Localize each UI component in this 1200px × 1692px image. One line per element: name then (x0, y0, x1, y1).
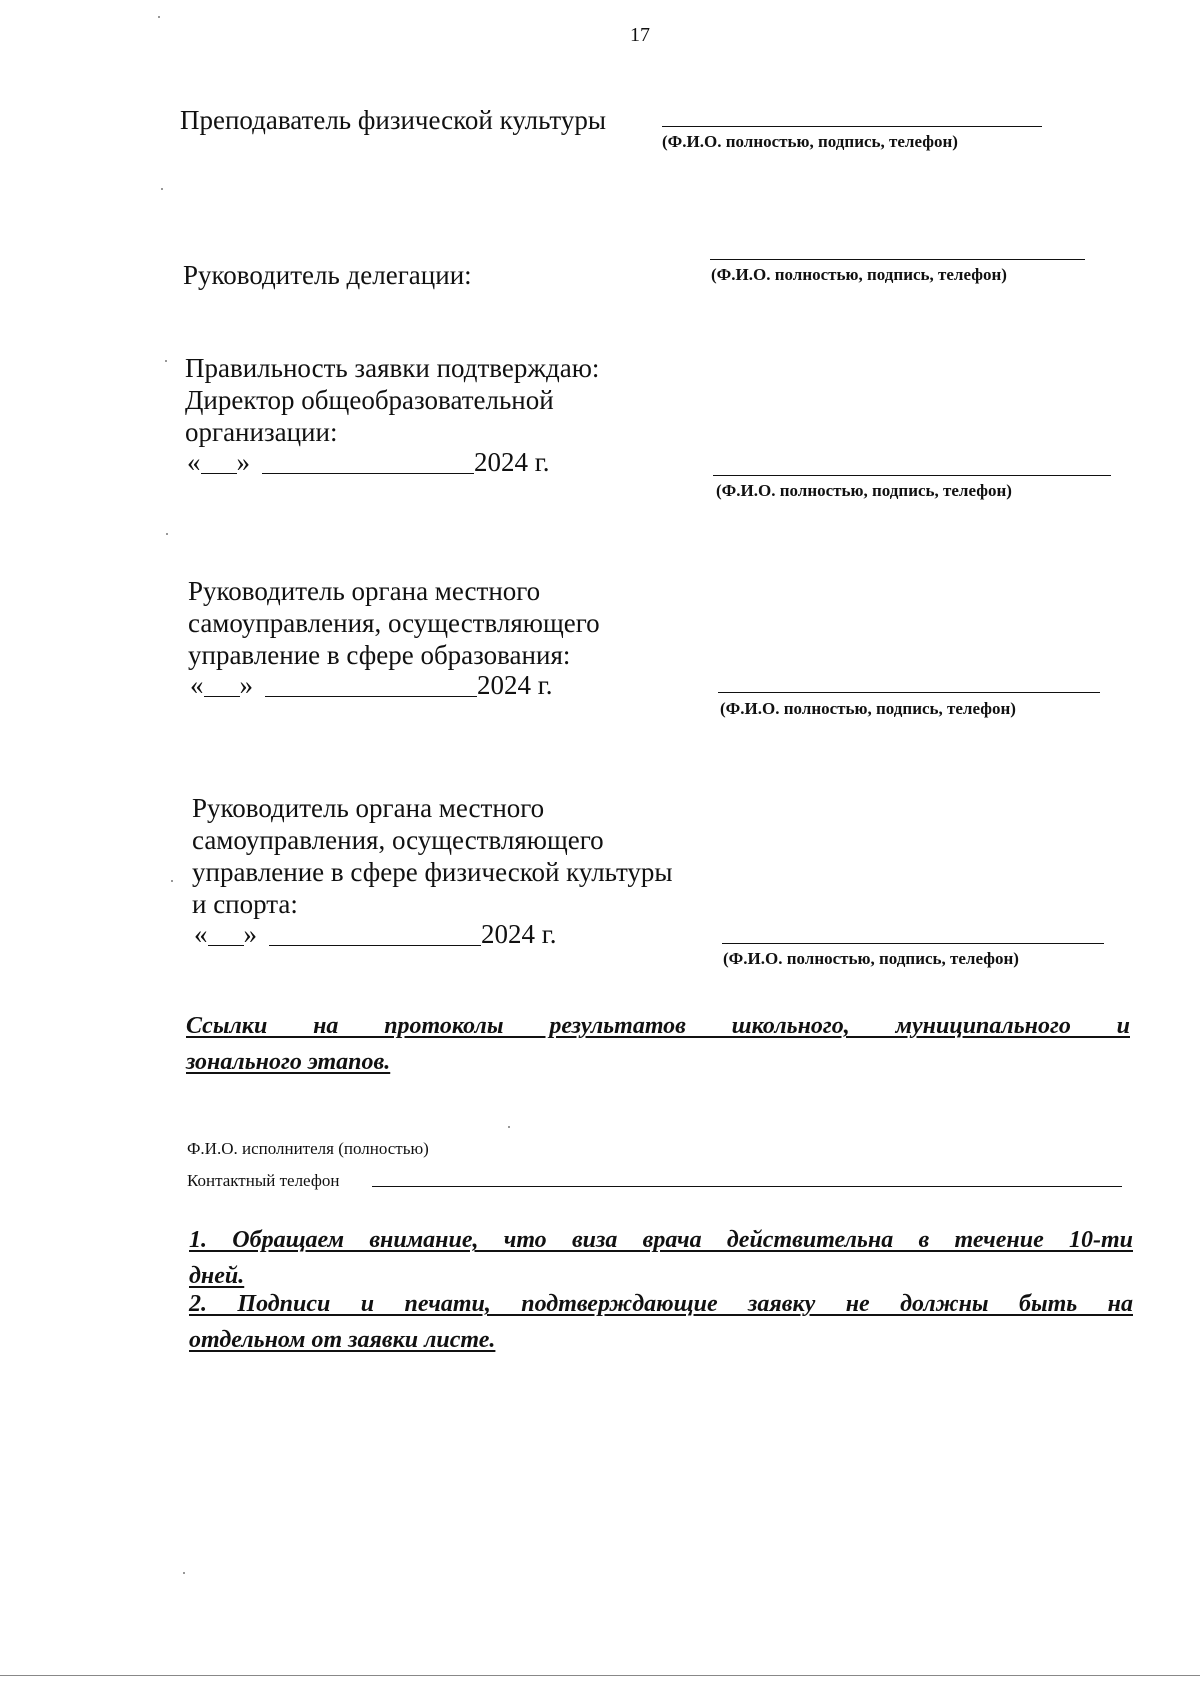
education-authority-line-1: Руководитель органа местного (188, 576, 541, 606)
scan-speck (165, 360, 167, 362)
scan-speck (508, 1126, 510, 1128)
education-authority-caption: (Ф.И.О. полностью, подпись, телефон) (720, 699, 1016, 718)
education-authority-block (188, 575, 600, 671)
sport-authority-line-4: и спорта: (192, 889, 298, 919)
sport-authority-line-3: управление в сфере физической культуры (192, 857, 673, 887)
director-line-2: Директор общеобразовательной (185, 385, 554, 415)
date-close-quote: » (239, 670, 253, 700)
education-authority-day-field[interactable] (204, 696, 240, 697)
director-caption: (Ф.И.О. полностью, подпись, телефон) (716, 481, 1012, 500)
delegation-head-caption: (Ф.И.О. полностью, подпись, телефон) (711, 265, 1007, 284)
date-open-quote: « (187, 447, 201, 477)
sport-authority-year: 2024 г. (481, 919, 557, 949)
delegation-head-label: Руководитель делегации: (183, 260, 472, 290)
education-authority-line-2: самоуправления, осуществляющего (188, 608, 600, 638)
pe-teacher-signature-line[interactable] (662, 126, 1042, 127)
scan-speck (161, 188, 163, 190)
director-day-field[interactable] (201, 473, 237, 474)
director-line-3: организации: (185, 417, 338, 447)
executor-name-label: Ф.И.О. исполнителя (полностью) (187, 1139, 429, 1158)
education-authority-signature-line[interactable] (718, 692, 1100, 693)
links-notice-line-1: Ссылки на протоколы результатов школьного, муниципального и (186, 1013, 1130, 1039)
sport-authority-day-field[interactable] (208, 945, 244, 946)
executor-phone-label: Контактный телефон (187, 1171, 340, 1190)
sport-authority-block (192, 792, 673, 920)
date-close-quote: » (236, 447, 250, 477)
date-close-quote: » (243, 919, 257, 949)
links-notice-line-2: зонального этапов. (186, 1049, 391, 1075)
sport-authority-line-1: Руководитель органа местного (192, 793, 545, 823)
date-open-quote: « (194, 919, 208, 949)
education-authority-month-field[interactable] (265, 696, 477, 697)
note-2-line-1: 2. Подписи и печати, подтверждающие заявку не должны быть на (189, 1291, 1133, 1317)
education-authority-date (190, 670, 553, 701)
sport-authority-signature-line[interactable] (722, 943, 1104, 944)
delegation-head-signature-line[interactable] (710, 259, 1085, 260)
director-signature-line[interactable] (713, 475, 1111, 476)
note-2-line-2: отдельном от заявки листе. (189, 1327, 496, 1353)
director-month-field[interactable] (262, 473, 474, 474)
executor-phone-line[interactable] (372, 1186, 1122, 1187)
date-open-quote: « (190, 670, 204, 700)
pe-teacher-label: Преподаватель физической культуры (180, 105, 606, 135)
page-number: 17 (630, 24, 650, 46)
sport-authority-caption: (Ф.И.О. полностью, подпись, телефон) (723, 949, 1019, 968)
note-1-line-2: дней. (189, 1263, 245, 1289)
director-line-1: Правильность заявки подтверждаю: (185, 353, 600, 383)
director-block (185, 352, 599, 448)
director-year: 2024 г. (474, 447, 550, 477)
page-bottom-edge (0, 1675, 1200, 1676)
sport-authority-month-field[interactable] (269, 945, 481, 946)
education-authority-line-3: управление в сфере образования: (188, 640, 571, 670)
scan-speck (166, 533, 168, 535)
sport-authority-date (194, 919, 557, 950)
education-authority-year: 2024 г. (477, 670, 553, 700)
director-date (187, 447, 550, 478)
scan-speck (171, 880, 173, 882)
sport-authority-line-2: самоуправления, осуществляющего (192, 825, 604, 855)
scan-speck (183, 1572, 185, 1574)
pe-teacher-caption: (Ф.И.О. полностью, подпись, телефон) (662, 132, 958, 151)
note-1-line-1: 1. Обращаем внимание, что виза врача действительна в течение 10-ти (189, 1227, 1133, 1253)
scan-speck (158, 16, 160, 18)
